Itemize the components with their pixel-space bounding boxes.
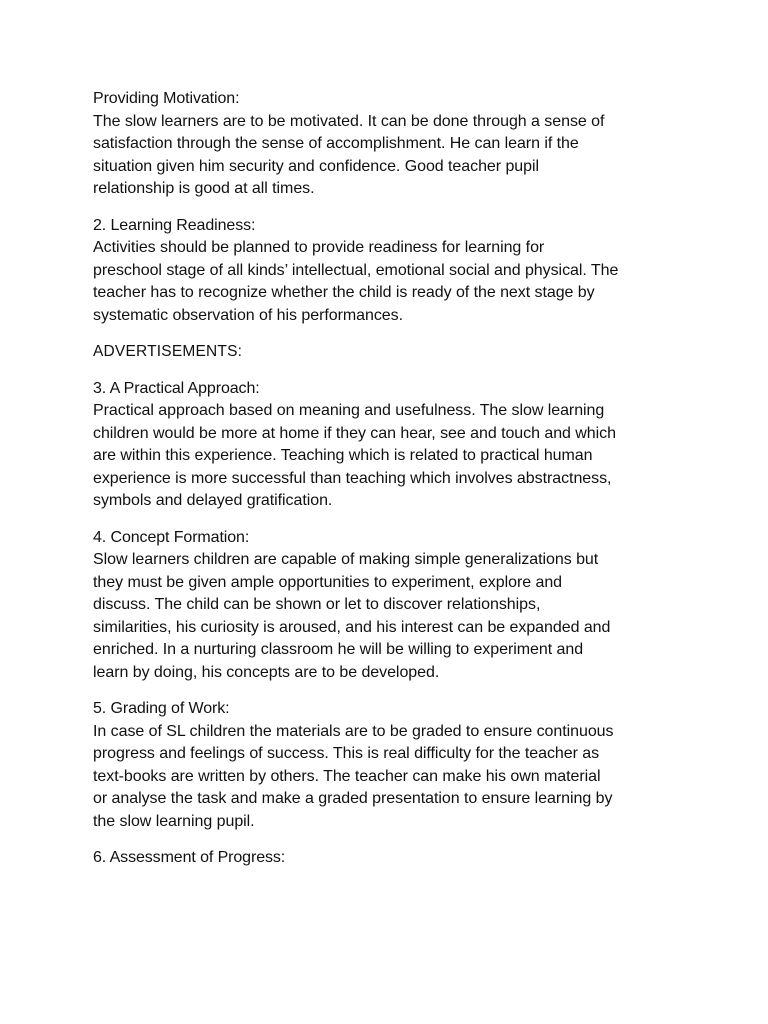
- text-line: systematic observation of his performances.: [93, 306, 403, 324]
- section-body: [93, 549, 683, 684]
- section-practical-approach: [93, 378, 683, 513]
- text-line: relationship is good at all times.: [93, 180, 315, 197]
- text-line: satisfaction through the sense of accomplishment. He can learn if the: [93, 135, 579, 152]
- text-line: symbols and delayed gratification.: [93, 492, 333, 509]
- section-heading: 2. Learning Readiness:: [93, 216, 256, 234]
- text-line: children would be more at home if they can hear, see and touch and which: [93, 424, 616, 442]
- text-line: they must be given ample opportunities to experiment, explore and: [93, 573, 563, 591]
- section-body: [93, 400, 683, 513]
- section-heading: 5. Grading of Work:: [93, 700, 230, 717]
- text-line: the slow learning pupil.: [93, 812, 255, 830]
- section-learning-readiness: [93, 215, 683, 328]
- text-line: are within this experience. Teaching which is related to practical human: [93, 447, 593, 464]
- text-line: learn by doing, his concepts are to be developed.: [93, 663, 440, 681]
- section-heading: Providing Motivation:: [93, 90, 240, 107]
- text-line: situation given him security and confidence. Good teacher pupil: [93, 157, 540, 175]
- text-line: experience is more successful than teaching which involves abstractness,: [93, 469, 612, 487]
- section-providing-motivation: [93, 88, 683, 201]
- section-concept-formation: [93, 527, 683, 685]
- text-line: discuss. The child can be shown or let to discover relationships,: [93, 596, 541, 613]
- text-line: teacher has to recognize whether the child is ready of the next stage by: [93, 284, 595, 301]
- section-body: [93, 237, 683, 327]
- text-line: enriched. In a nurturing classroom he will be willing to experiment and: [93, 641, 584, 658]
- text-line: similarities, his curiosity is aroused, and his interest can be expanded and: [93, 618, 611, 636]
- section-grading-of-work: [93, 698, 683, 833]
- text-line: progress and feelings of success. This is real difficulty for the teacher as: [93, 745, 600, 762]
- text-line: The slow learners are to be motivated. It can be done through a sense of: [93, 112, 605, 130]
- section-heading: 6. Assessment of Progress:: [93, 849, 286, 866]
- text-line: or analyse the task and make a graded presentation to ensure learning by: [93, 790, 613, 807]
- section-heading: 3. A Practical Approach:: [93, 379, 260, 397]
- section-assessment-of-progress: [93, 847, 683, 870]
- section-heading: 4. Concept Formation:: [93, 528, 250, 546]
- text-line: In case of SL children the materials are to be graded to ensure continuous: [93, 722, 614, 740]
- section-body: [93, 111, 683, 201]
- document-page: [93, 88, 683, 884]
- text-line: Slow learners children are capable of making simple generalizations but: [93, 551, 599, 568]
- text-line: preschool stage of all kinds’ intellectual, emotional social and physical. The: [93, 261, 619, 279]
- section-body: [93, 721, 683, 834]
- advertisements-label: ADVERTISEMENTS:: [93, 343, 243, 360]
- text-line: Practical approach based on meaning and usefulness. The slow learning: [93, 402, 605, 419]
- text-line: text-books are written by others. The teacher can make his own material: [93, 767, 601, 785]
- text-line: Activities should be planned to provide readiness for learning for: [93, 239, 545, 256]
